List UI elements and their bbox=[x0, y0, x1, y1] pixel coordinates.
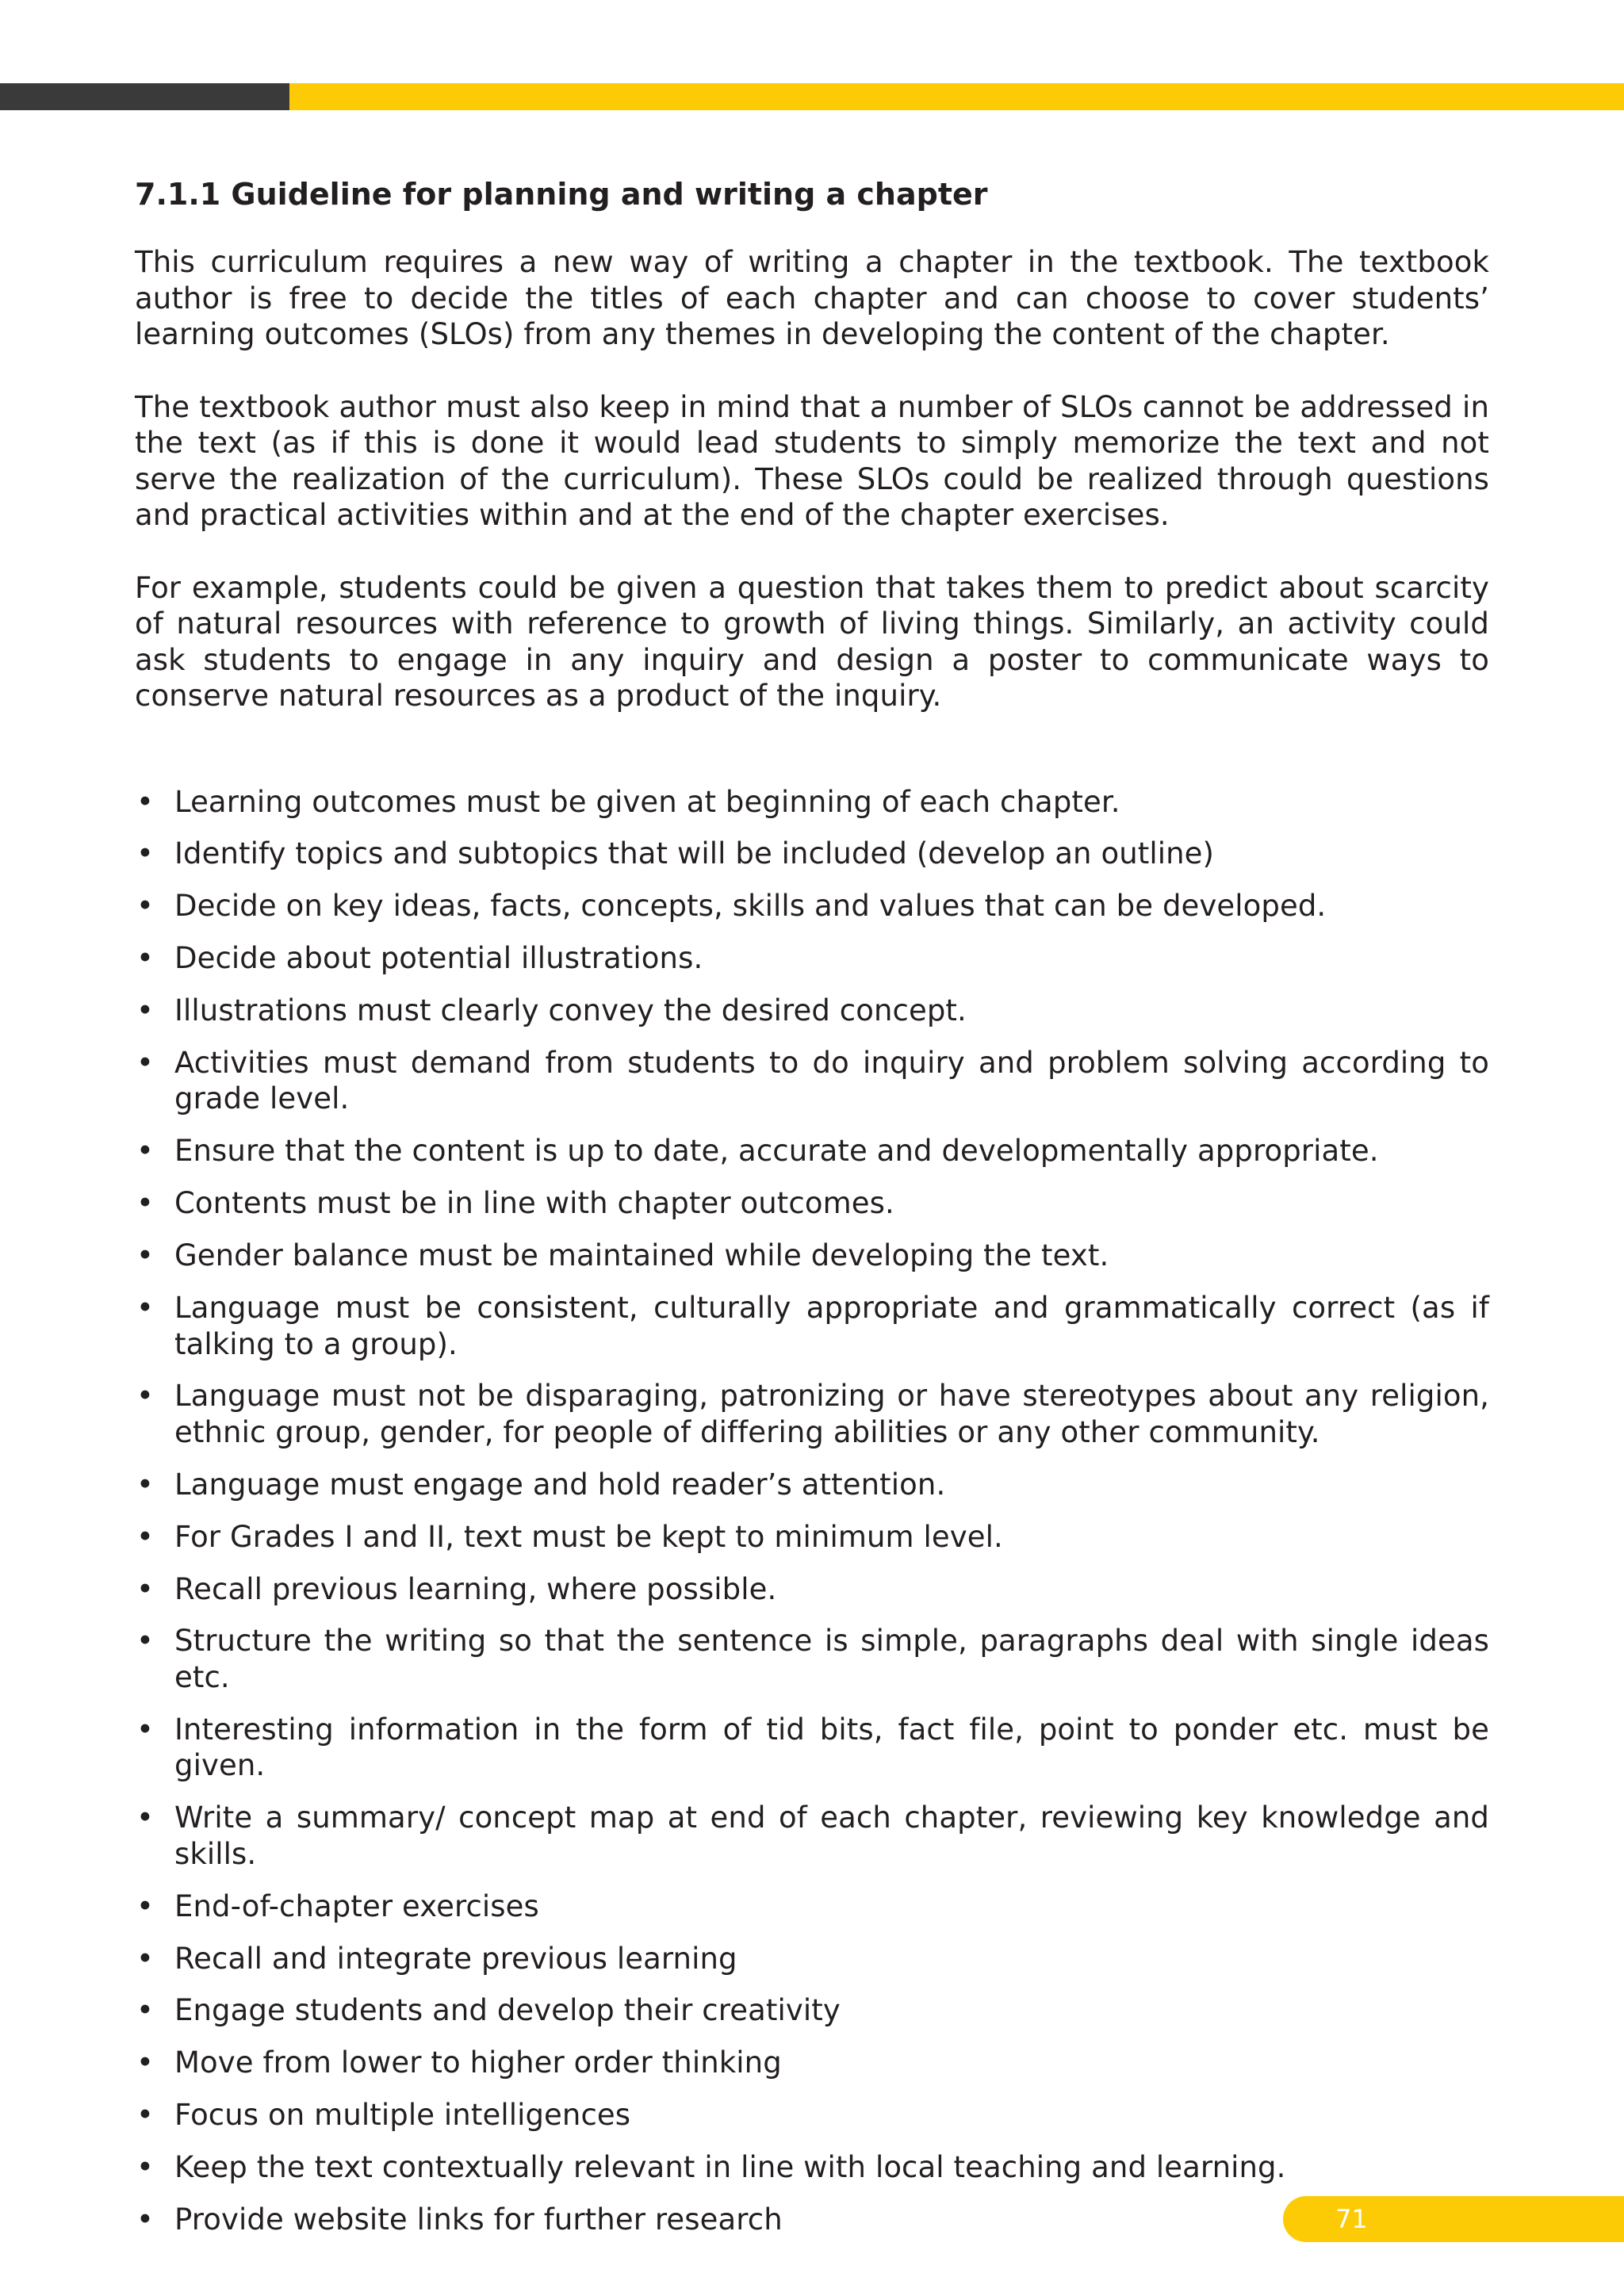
list-item-text: Interesting information in the form of tid bits, fact file, point to ponder etc. must be given. bbox=[174, 1712, 1489, 1783]
page-number: 71 bbox=[1335, 2204, 1368, 2234]
page-content bbox=[135, 176, 1489, 2254]
list-item bbox=[135, 1045, 1489, 1117]
list-item-text: For Grades I and II, text must be kept to minimum level. bbox=[174, 1519, 1003, 1554]
list-item-text: Decide on key ideas, facts, concepts, skills and values that can be developed. bbox=[174, 889, 1327, 924]
list-item-text: Learning outcomes must be given at beginning of each chapter. bbox=[174, 784, 1120, 819]
list-item-text: Contents must be in line with chapter outcomes. bbox=[174, 1186, 894, 1221]
bullet-icon: • bbox=[136, 1993, 154, 2028]
bullet-icon: • bbox=[136, 1186, 154, 1221]
list-item bbox=[135, 1571, 1489, 1608]
bullet-icon: • bbox=[136, 2202, 154, 2237]
list-item bbox=[135, 1185, 1489, 1222]
list-item bbox=[135, 1378, 1489, 1450]
list-item bbox=[135, 888, 1489, 924]
bullet-icon: • bbox=[136, 993, 154, 1028]
bullet-icon: • bbox=[136, 784, 154, 819]
header-bar-accent bbox=[289, 83, 1624, 110]
list-item-text: Recall previous learning, where possible. bbox=[174, 1571, 777, 1606]
bullet-icon: • bbox=[136, 2045, 154, 2080]
list-item bbox=[135, 1992, 1489, 2029]
list-item bbox=[135, 1467, 1489, 1503]
bullet-icon: • bbox=[136, 1291, 154, 1326]
bullet-icon: • bbox=[136, 1045, 154, 1080]
bullet-icon: • bbox=[136, 1888, 154, 1923]
list-item bbox=[135, 2149, 1489, 2186]
bullet-icon: • bbox=[136, 1467, 154, 1502]
list-item bbox=[135, 1712, 1489, 1784]
list-item-text: Language must engage and hold reader’s attention. bbox=[174, 1467, 946, 1502]
bullet-icon: • bbox=[136, 1712, 154, 1747]
list-item bbox=[135, 1133, 1489, 1169]
list-item bbox=[135, 1941, 1489, 1977]
guideline-list bbox=[135, 784, 1489, 2238]
bullet-icon: • bbox=[136, 1941, 154, 1976]
list-item-text: Keep the text contextually relevant in line with local teaching and learning. bbox=[174, 2150, 1286, 2185]
list-item bbox=[135, 1623, 1489, 1695]
list-item-text: Focus on multiple intelligences bbox=[174, 2098, 631, 2133]
bullet-icon: • bbox=[136, 1238, 154, 1273]
list-item bbox=[135, 1290, 1489, 1362]
bullet-icon: • bbox=[136, 2150, 154, 2185]
list-item-text: Language must not be disparaging, patronizing or have stereotypes about any religion, ethnic group, gender, for people of differing abilities or any other community. bbox=[174, 1379, 1489, 1449]
list-item-text: Gender balance must be maintained while developing the text. bbox=[174, 1238, 1109, 1273]
paragraph: For example, students could be given a question that takes them to predict about scarcity of natural resources with reference to growth of living things. Similarly, an activity could ask students to engage in any inquiry and design a poster to communicate ways to conserve natural resources as a product of the inquiry. bbox=[135, 570, 1489, 713]
list-item-text: Write a summary/ concept map at end of each chapter, reviewing key knowledge and skills. bbox=[174, 1800, 1489, 1871]
list-item bbox=[135, 1238, 1489, 1274]
list-item bbox=[135, 940, 1489, 977]
list-item bbox=[135, 836, 1489, 872]
list-item bbox=[135, 993, 1489, 1029]
list-item-text: Structure the writing so that the sentence is simple, paragraphs deal with single ideas etc. bbox=[174, 1624, 1489, 1694]
section-heading: 7.1.1 Guideline for planning and writing a chapter bbox=[135, 177, 988, 212]
list-item-text: Recall and integrate previous learning bbox=[174, 1941, 737, 1976]
bullet-icon: • bbox=[136, 941, 154, 976]
list-item-text: Decide about potential illustrations. bbox=[174, 941, 703, 976]
list-item-text: Move from lower to higher order thinking bbox=[174, 2045, 782, 2080]
bullet-icon: • bbox=[136, 889, 154, 924]
list-item-text: Identify topics and subtopics that will be included (develop an outline) bbox=[174, 836, 1215, 871]
list-item bbox=[135, 784, 1489, 821]
list-item-text: Language must be consistent, culturally appropriate and grammatically correct (as if talking to a group). bbox=[174, 1291, 1489, 1361]
list-item-text: Ensure that the content is up to date, accurate and developmentally appropriate. bbox=[174, 1134, 1379, 1169]
list-item-text: End-of-chapter exercises bbox=[174, 1888, 539, 1923]
list-item-text: Illustrations must clearly convey the desired concept. bbox=[174, 993, 967, 1028]
bullet-icon: • bbox=[136, 1624, 154, 1659]
list-item-text: Provide website links for further research bbox=[174, 2202, 783, 2237]
list-item bbox=[135, 2045, 1489, 2081]
bullet-icon: • bbox=[136, 1519, 154, 1554]
bullet-icon: • bbox=[136, 836, 154, 871]
list-item bbox=[135, 1519, 1489, 1556]
bullet-icon: • bbox=[136, 2098, 154, 2133]
list-item bbox=[135, 1888, 1489, 1925]
bullet-icon: • bbox=[136, 1800, 154, 1835]
list-item bbox=[135, 2097, 1489, 2133]
list-item-text: Activities must demand from students to do inquiry and problem solving according to grade level. bbox=[174, 1045, 1489, 1116]
bullet-icon: • bbox=[136, 1571, 154, 1606]
bullet-icon: • bbox=[136, 1379, 154, 1414]
paragraph: The textbook author must also keep in mind that a number of SLOs cannot be addressed in the text (as if this is done it would lead students to simply memorize the text and not serve the realization of the curriculum). These SLOs could be realized through questions and practical activities within and at the end of the chapter exercises. bbox=[135, 389, 1489, 532]
header-bar-dark bbox=[0, 83, 289, 110]
bullet-icon: • bbox=[136, 1134, 154, 1169]
list-item bbox=[135, 1800, 1489, 1872]
paragraph: This curriculum requires a new way of writing a chapter in the textbook. The textbook author is free to decide the titles of each chapter and can choose to cover students’ learning outcomes (SLOs) from any themes in developing the content of the chapter. bbox=[135, 245, 1489, 351]
page-number-tab bbox=[1283, 2196, 1624, 2242]
list-item-text: Engage students and develop their creativity bbox=[174, 1993, 841, 2028]
